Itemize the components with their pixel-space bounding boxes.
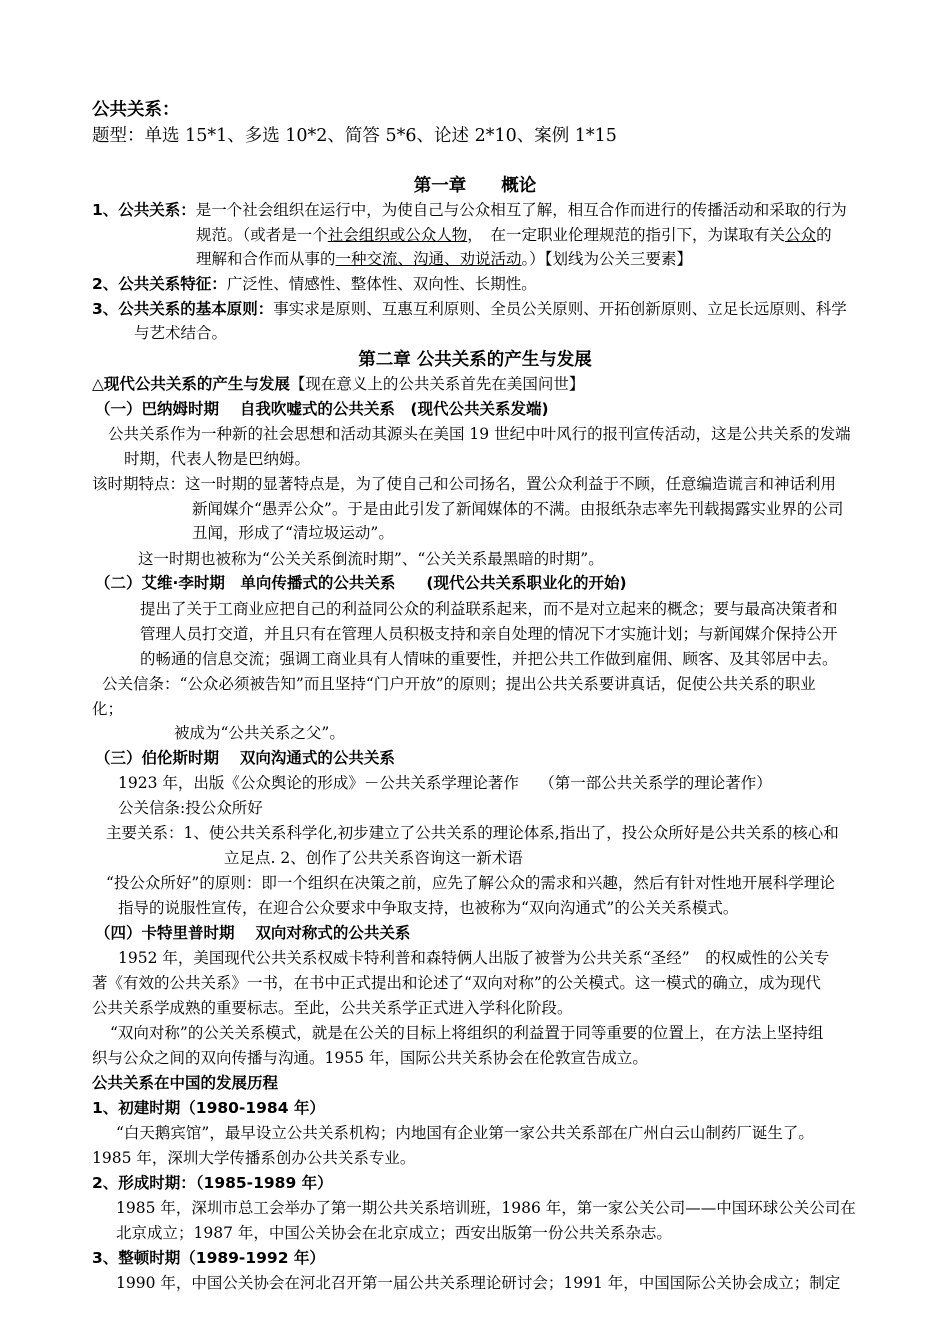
period2-heading: （二）艾维·李时期 单向传播式的公共关系 (现代公共关系职业化的开始) bbox=[95, 574, 627, 592]
question-types: 题型：单选 15*1、多选 10*2、简答 5*6、论述 2*10、案例 1*15 bbox=[92, 126, 617, 146]
china-stage1-line-2: 1985 年，深圳大学传播系创办公共关系专业。 bbox=[92, 1149, 416, 1167]
period3-line-6: 指导的说服性宣传，在迎合公众要求中争取支持，也被称为“双向沟通式”的公关关系模式。 bbox=[118, 899, 739, 917]
def-text-3b: 。）【划线为公关三要素】 bbox=[521, 250, 693, 268]
period4-heading: （四）卡特里普时期 双向对称式的公共关系 bbox=[95, 924, 411, 942]
china-stage2-line-2: 北京成立；1987 年，中国公关协会在北京成立；西安出版第一份公共关系杂志。 bbox=[116, 1224, 672, 1242]
period4-line-5: 织与公众之间的双向传播与沟通。1955 年，国际公共关系协会在伦敦宣告成立。 bbox=[92, 1049, 648, 1067]
period2-line-5: 化； bbox=[92, 700, 124, 718]
intro-rest: 【现在意义上的公共关系首先在美国问世】 bbox=[289, 375, 585, 393]
intro-line bbox=[92, 373, 584, 395]
element-organization-underlined: 社会组织或公众人物 bbox=[327, 226, 468, 244]
chapter1-title: 第一章 概论 bbox=[413, 176, 537, 196]
period4-line-2: 著《有效的公共关系》一书，在书中正式提出和论述了“双向对称”的公关模式。这一模式的确立，成为现代 bbox=[92, 974, 821, 992]
def-text-3a: 理解和合作而从事的 bbox=[196, 250, 336, 268]
features-label: 2、公共关系特征： bbox=[92, 275, 227, 293]
period2-line-3: 的畅通的信息交流；强调工商业具有人情味的重要性，并把公共工作做到雇佣、顾客、及其邻居中去。 bbox=[140, 650, 838, 668]
period1-line-5: 丑闻，形成了“清垃圾运动”。 bbox=[192, 524, 394, 542]
period2-line-1: 提出了关于工商业应把自己的利益同公众的利益联系起来，而不是对立起来的概念；要与最高决策者和 bbox=[140, 600, 838, 618]
period2-line-6: 被成为“公共关系之父”。 bbox=[174, 724, 345, 742]
period2-line-2: 管理人员打交道，并且只有在管理人员积极支持和亲自处理的情况下才实施计划；与新闻媒介保持公开 bbox=[140, 625, 838, 643]
def-text-1: 是一个社会组织在运行中，为使自己与公众相互了解，相互合作而进行的传播活动和采取的行为 bbox=[195, 201, 847, 219]
def-text-2b: ， 在一定职业伦理规范的指引下，为谋取有关 bbox=[467, 226, 786, 244]
period1-line-6: 这一时期也被称为“公关关系倒流时期”、“公关关系最黑暗的时期”。 bbox=[138, 550, 604, 568]
period1-heading: （一）巴纳姆时期 自我吹嘘式的公共关系 (现代公共关系发端) bbox=[95, 400, 549, 418]
period3-heading: （三）伯伦斯时期 双向沟通式的公共关系 bbox=[95, 749, 395, 767]
period3-line-5: “投公众所好”的原则：即一个组织在决策之前，应先了解公众的需求和兴趣，然后有针对性地开展科学理论 bbox=[106, 874, 835, 892]
period3-line-4: 立足点. 2、创作了公共关系咨询这一新术语 bbox=[224, 849, 523, 867]
principles-line-1 bbox=[92, 298, 847, 320]
china-stage2-line-1: 1985 年，深圳市总工会举办了第一期公共关系培训班，1986 年，第一家公关公司——中国环球公关公司在 bbox=[116, 1199, 856, 1217]
period3-line-1: 1923 年，出版《公众舆论的形成》－公共关系学理论著作 （第一部公共关系学的理论著作） bbox=[118, 774, 772, 792]
chapter2-title: 第二章 公共关系的产生与发展 bbox=[358, 350, 592, 370]
china-stage3-title: 3、整顿时期（1989-1992 年） bbox=[92, 1249, 325, 1267]
period2-line-4: 公关信条：“公众必须被告知”而且坚持“门户开放”的原则；提出公共关系要讲真话，促使公共关系的职业 bbox=[102, 675, 816, 693]
element-public-underlined: 公众 bbox=[785, 226, 817, 244]
def-line-1 bbox=[92, 199, 847, 221]
period4-line-4: “双向对称”的公关关系模式，就是在公关的目标上将组织的利益置于同等重要的位置上，在方法上坚持组 bbox=[110, 1024, 824, 1042]
china-stage2-title: 2、形成时期：（1985-1989 年） bbox=[92, 1174, 333, 1192]
doc-title: 公共关系： bbox=[92, 100, 180, 120]
features-line bbox=[92, 273, 537, 295]
period4-line-1: 1952 年，美国现代公共关系权威卡特利普和森特俩人出版了被誉为公共关系“圣经” 的权威性的公关专 bbox=[118, 949, 830, 967]
china-stage3-line-1: 1990 年，中国公关协会在河北召开第一届公共关系理论研讨会；1991 年，中国国际公关协会成立；制定 bbox=[116, 1274, 841, 1292]
def-label: 1、公共关系： bbox=[92, 201, 196, 219]
period3-line-3: 主要关系：1、使公共关系科学化,初步建立了公共关系的理论体系,指出了，投公众所好是公共关系的核心和 bbox=[106, 824, 839, 842]
features-text: 广泛性、情感性、整体性、双向性、长期性。 bbox=[226, 275, 537, 293]
period1-line-4: 新闻媒介“愚弄公众”。于是由此引发了新闻媒体的不满。由报纸杂志率先刊载揭露实业界的公司 bbox=[192, 500, 844, 518]
period1-line-1: 公共关系作为一种新的社会思想和活动其源头在美国 19 世纪中叶风行的报刊宣传活动，这是公共关系的发端 bbox=[108, 425, 851, 443]
period4-line-3: 公共关系学成熟的重要标志。至此，公共关系学正式进入学科化阶段。 bbox=[92, 999, 573, 1017]
element-communication-underlined: 一种交流、沟通、劝说活动 bbox=[335, 250, 522, 268]
def-line-3 bbox=[196, 248, 692, 270]
china-heading: 公共关系在中国的发展历程 bbox=[92, 1074, 279, 1092]
principles-text-1: 事实求是原则、互惠互利原则、全员公关原则、开拓创新原则、立足长远原则、科学 bbox=[273, 300, 847, 318]
def-text-2c: 的 bbox=[816, 226, 832, 244]
def-line-2 bbox=[196, 224, 832, 246]
period1-line-2: 时期，代表人物是巴纳姆。 bbox=[124, 450, 311, 468]
period1-line-3: 该时期特点：这一时期的显著特点是，为了使自己和公司扬名，置公众利益于不顾，任意编造谎言和神话利用 bbox=[92, 475, 837, 493]
china-stage1-title: 1、初建时期（1980-1984 年） bbox=[92, 1099, 325, 1117]
principles-line-2: 与艺术结合。 bbox=[134, 324, 228, 342]
principles-label: 3、公共关系的基本原则： bbox=[92, 300, 274, 318]
china-stage1-line-1: “白天鹅宾馆”，最早设立公共关系机构；内地国有企业第一家公共关系部在广州白云山制药厂诞生了。 bbox=[116, 1124, 814, 1142]
def-text-2a: 规范。（或者是一个 bbox=[196, 226, 328, 244]
period3-line-2: 公关信条:投公众所好 bbox=[118, 799, 263, 817]
intro-label: △现代公共关系的产生与发展 bbox=[92, 375, 290, 393]
